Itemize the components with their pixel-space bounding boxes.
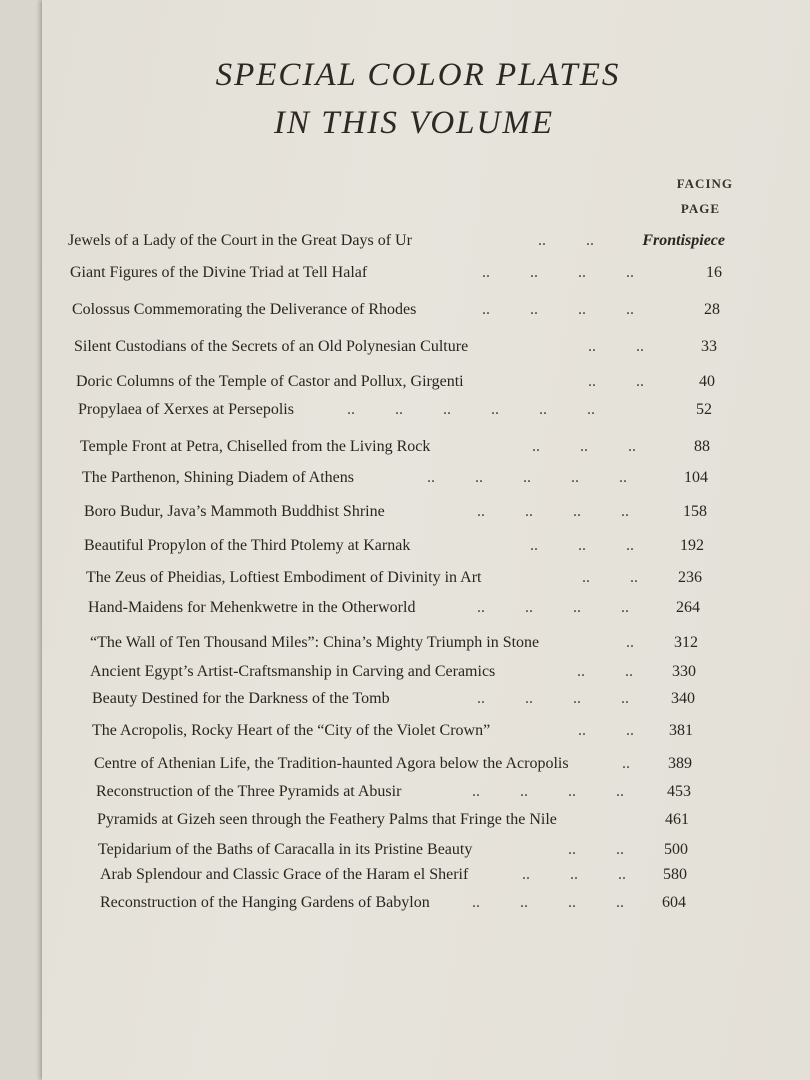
plate-entry xyxy=(96,783,691,807)
plate-title: Beauty Destined for the Darkness of the Tomb xyxy=(92,690,390,707)
plate-title: Silent Custodians of the Secrets of an Old Polynesian Culture xyxy=(74,338,469,355)
plate-entry xyxy=(86,569,702,593)
dot-leader: .. .. xyxy=(538,232,594,249)
plate-entry xyxy=(92,722,693,746)
plate-entry xyxy=(90,634,698,658)
plate-title: Boro Budur, Java’s Mammoth Buddhist Shrine xyxy=(84,503,385,520)
plate-title: Hand-Maidens for Mehenkwetre in the Otherworld xyxy=(88,599,416,616)
dot-leader: .. .. .. .. .. xyxy=(427,469,627,486)
facing-page-number: 381 xyxy=(669,722,693,739)
facing-page-number: 33 xyxy=(701,338,717,355)
dot-leader: .. .. .. .. .. .. xyxy=(347,401,595,418)
facing-page-number: 104 xyxy=(684,469,708,486)
facing-page-number: 389 xyxy=(668,755,692,772)
plate-title: Reconstruction of the Three Pyramids at Abusir xyxy=(96,783,402,800)
plate-entry xyxy=(68,232,725,256)
plate-title: Centre of Athenian Life, the Tradition-haunted Agora below the Acropolis xyxy=(94,755,569,772)
dot-leader: .. .. .. xyxy=(522,866,626,883)
dot-leader: .. .. .. .. xyxy=(482,301,634,318)
plate-entry xyxy=(82,469,708,493)
facing-page-number: 40 xyxy=(699,373,715,390)
facing-page-number: 158 xyxy=(683,503,707,520)
plate-entry xyxy=(92,690,695,714)
dot-leader: .. .. .. .. xyxy=(482,264,634,281)
plate-title: The Parthenon, Shining Diadem of Athens xyxy=(82,469,354,486)
plate-title: Ancient Egypt’s Artist-Craftsmanship in Carving and Ceramics xyxy=(90,663,496,680)
plate-title: Propylaea of Xerxes at Persepolis xyxy=(78,401,294,418)
plate-entry xyxy=(100,894,686,918)
dot-leader: .. .. .. .. xyxy=(472,894,624,911)
dot-leader: .. xyxy=(622,755,630,772)
plate-entry xyxy=(76,373,715,397)
plate-entry xyxy=(84,503,707,527)
plate-entry xyxy=(90,663,696,687)
dot-leader: .. .. .. .. xyxy=(477,503,629,520)
facing-page-number: 28 xyxy=(704,301,720,318)
plate-title: Reconstruction of the Hanging Gardens of Babylon xyxy=(100,894,430,911)
plate-title: Arab Splendour and Classic Grace of the Haram el Sherif xyxy=(100,866,469,883)
dot-leader: .. .. xyxy=(582,569,638,586)
page-title-line-2: IN THIS VOLUME xyxy=(273,105,554,141)
plate-title: The Zeus of Pheidias, Loftiest Embodiment of Divinity in Art xyxy=(86,569,482,586)
plate-title: Jewels of a Lady of the Court in the Great Days of Ur xyxy=(68,232,412,249)
facing-page-number: 330 xyxy=(672,663,696,680)
dot-leader: .. xyxy=(626,634,634,651)
plate-title: Temple Front at Petra, Chiselled from the Living Rock xyxy=(80,438,431,455)
plate-title: Pyramids at Gizeh seen through the Feathery Palms that Fringe the Nile xyxy=(97,811,557,828)
dot-leader: .. .. xyxy=(588,373,644,390)
facing-page-number: Frontispiece xyxy=(642,232,725,249)
plate-title: Giant Figures of the Divine Triad at Tell Halaf xyxy=(70,264,368,281)
plate-title: “The Wall of Ten Thousand Miles”: China’s Mighty Triumph in Stone xyxy=(90,634,540,651)
dot-leader: .. .. xyxy=(577,663,633,680)
dot-leader: .. .. xyxy=(568,841,624,858)
plate-entry xyxy=(78,401,712,425)
plate-entry xyxy=(72,301,720,325)
dot-leader: .. .. xyxy=(578,722,634,739)
facing-page-number: 312 xyxy=(674,634,698,651)
dot-leader: .. .. .. xyxy=(530,537,634,554)
facing-page-number: 604 xyxy=(662,894,686,911)
facing-page-number: 340 xyxy=(671,690,695,707)
column-header-facing: FACING xyxy=(676,176,733,191)
plate-entry xyxy=(100,866,687,890)
facing-page-number: 580 xyxy=(663,866,687,883)
plate-title: Colossus Commemorating the Deliverance of Rhodes xyxy=(72,301,417,318)
facing-page-number: 461 xyxy=(665,811,689,828)
book-page xyxy=(42,0,810,1080)
dot-leader: .. .. .. .. xyxy=(477,599,629,616)
plate-title: Tepidarium of the Baths of Caracalla in its Pristine Beauty xyxy=(98,841,473,858)
facing-page-number: 88 xyxy=(694,438,710,455)
facing-page-number: 192 xyxy=(680,537,704,554)
facing-page-number: 52 xyxy=(696,401,712,418)
dot-leader: .. .. .. xyxy=(532,438,636,455)
plate-title: Doric Columns of the Temple of Castor and Pollux, Girgenti xyxy=(76,373,464,390)
facing-page-number: 16 xyxy=(706,264,722,281)
dot-leader: .. .. .. .. xyxy=(472,783,624,800)
dot-leader: .. .. xyxy=(588,338,644,355)
plate-entry xyxy=(94,755,692,779)
facing-page-number: 500 xyxy=(664,841,688,858)
plate-entry xyxy=(88,599,700,623)
facing-page-number: 236 xyxy=(678,569,702,586)
facing-page-number: 453 xyxy=(667,783,691,800)
dot-leader: .. .. .. .. xyxy=(477,690,629,707)
plate-entry xyxy=(98,841,688,865)
plate-entry xyxy=(97,811,689,835)
page-title-line-1: SPECIAL COLOR PLATES xyxy=(215,57,621,93)
plate-entry xyxy=(70,264,722,288)
facing-page-number: 264 xyxy=(676,599,700,616)
plate-entry xyxy=(84,537,704,561)
plate-title: The Acropolis, Rocky Heart of the “City of the Violet Crown” xyxy=(92,722,491,739)
plate-title: Beautiful Propylon of the Third Ptolemy at Karnak xyxy=(84,537,411,554)
column-header-page: PAGE xyxy=(680,201,720,216)
plate-entry xyxy=(80,438,710,462)
plate-entry xyxy=(74,338,717,362)
